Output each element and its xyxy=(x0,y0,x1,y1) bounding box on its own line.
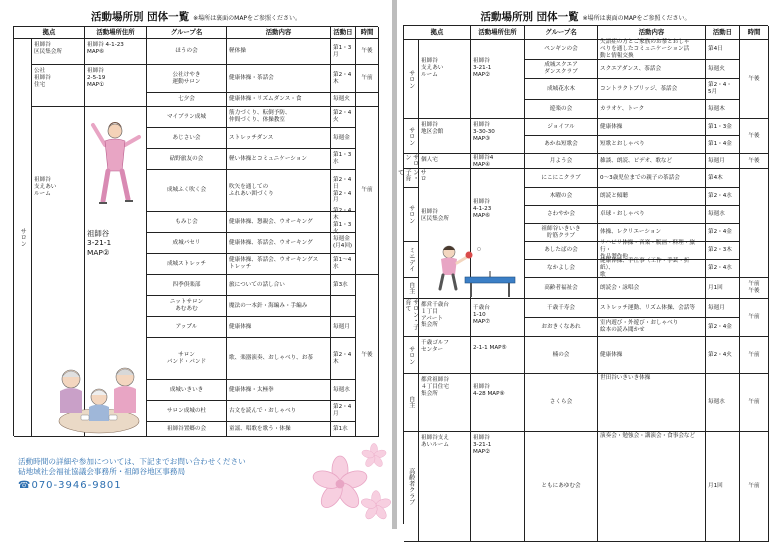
category-jishu: 自主 xyxy=(404,374,419,432)
activity-content: 健康体操 xyxy=(227,317,331,338)
category-salon: サロン xyxy=(404,337,419,374)
activity-day xyxy=(331,296,356,317)
activity-day: 毎週火 xyxy=(331,93,356,107)
activity-content: 軽体操 xyxy=(227,39,331,65)
activity-day: 第2・4水 xyxy=(706,260,740,278)
sakura-icon xyxy=(300,440,392,528)
activity-time: 午前 xyxy=(740,299,769,337)
activity-day: 毎週月 xyxy=(331,317,356,338)
group-name: さわやか会 xyxy=(525,206,598,224)
activity-day: 第1・4金 xyxy=(706,136,740,154)
location-address: 千歳台 1-10 MAP⑦ xyxy=(471,299,525,337)
activity-content: 吹矢を通しての ふれあい囲づくり xyxy=(227,170,331,212)
activity-content: 健康体操 xyxy=(598,337,706,374)
left-note: ※場所は裏面のMAPをご参照ください。 xyxy=(193,15,302,22)
col-header-content: 活動内容 xyxy=(598,26,706,40)
category-salon: サロン xyxy=(404,40,419,119)
activity-content: 卓球・おしゃべり xyxy=(598,206,706,224)
group-name: なかよし会 xyxy=(525,260,598,278)
activity-time xyxy=(740,169,769,278)
group-name: サロン成城の杜 xyxy=(147,401,227,422)
contact-office: 砧地域社会福祉協議会事務所・祖師谷地区事務局 xyxy=(18,467,186,477)
category-elderly-club: 高齢者クラブ xyxy=(404,432,419,542)
activity-day: 月1回 xyxy=(706,432,740,542)
col-header-base: 拠点 xyxy=(14,27,85,39)
activity-content: 歌、楽器演奏、おしゃべり、お茶 xyxy=(227,338,331,380)
group-name: 成城ストレッチ xyxy=(147,254,227,275)
group-name: あかね短歌会 xyxy=(525,136,598,154)
activity-day: 第2・4水 xyxy=(706,188,740,206)
location-address: 祖師谷 4-1-23 MAP⑥ xyxy=(85,39,147,65)
activity-day: 毎週水 xyxy=(706,374,740,432)
location-address-cell xyxy=(471,169,525,299)
activity-day: 毎週水 xyxy=(706,206,740,224)
group-name: あじさい会 xyxy=(147,128,227,149)
activity-day: 毎週水 xyxy=(331,380,356,401)
activity-content: ストレッチダンス xyxy=(227,128,331,149)
col-header-time: 時間 xyxy=(740,26,769,40)
activity-day: 第2・4金 xyxy=(706,318,740,337)
activity-day: 第1・3水 xyxy=(331,149,356,170)
group-name: 成城ふく吹く会 xyxy=(147,170,227,212)
location-name: 祖師谷支え あいルーム xyxy=(419,432,471,542)
left-page xyxy=(0,0,392,529)
group-name: ジョイフル xyxy=(525,119,598,136)
col-header-base: 拠点 xyxy=(404,26,471,40)
activity-content: リハビリ体操・音楽・版画・料理・旅行・ 作品製作他 xyxy=(598,242,706,260)
contact-info xyxy=(18,457,246,492)
group-name: 砧野旅友の会 xyxy=(147,149,227,170)
location-address: 祖師谷 3-21-1 MAP② xyxy=(87,229,112,257)
group-name: 成城花水木 xyxy=(525,79,598,100)
activity-day: 第4木 xyxy=(706,169,740,188)
activity-content: 朗読と傾聴 xyxy=(598,188,706,206)
category-salon-kosodate: サロン・子育て xyxy=(404,169,419,188)
location-name: 都営千歳台 １丁目 アパート 集会所 xyxy=(419,299,471,337)
activity-content: 旅についての話し合い xyxy=(227,275,331,296)
activity-day: 第2・4月 xyxy=(331,401,356,422)
category-salon: サロン xyxy=(404,154,419,169)
right-title: 活動場所別 団体一覧 xyxy=(480,11,579,23)
activity-content: 古文を読んで・おしゃべり xyxy=(227,401,331,422)
activity-content: スクエアダンス、茶話会 xyxy=(598,60,706,79)
activity-day: 第3水 xyxy=(331,275,356,296)
activity-day: 毎週月 xyxy=(706,154,740,169)
activity-content: 健康体操、茶話会、ウオーキング xyxy=(227,233,331,254)
activity-content: 0〜3歳児位までの親子の茶話会 xyxy=(598,169,706,188)
activity-time: 午後 xyxy=(740,154,769,169)
activity-time: 午後 xyxy=(356,39,379,65)
group-name: サロン パンド・パンド xyxy=(147,338,227,380)
group-name: 楠の会 xyxy=(525,337,598,374)
group-name: ペンギンの会 xyxy=(525,40,598,60)
activity-day: 毎週火 xyxy=(706,60,740,79)
activity-day: 毎週金 xyxy=(331,128,356,149)
activity-day: 第1・3 月 xyxy=(331,39,356,65)
activity-content: 健康体操・リズムダンス・食 xyxy=(227,93,331,107)
activity-day: 第2・4火 xyxy=(331,107,356,128)
exercise-woman-icon xyxy=(87,111,143,211)
activity-content: 健康体操・太極拳 xyxy=(227,380,331,401)
sakura-decoration xyxy=(300,440,392,532)
activity-day: 月1回 xyxy=(706,278,740,299)
activity-time: 午前 xyxy=(740,337,769,374)
category-mini-day: ミニデイ xyxy=(404,242,419,278)
group-name: 千歳千寿会 xyxy=(525,299,598,318)
col-header-address: 活動場所住所 xyxy=(85,27,147,39)
activity-content: 軽い体操とコミュニケーション xyxy=(227,149,331,170)
activity-content: 健康体操・茶話会 xyxy=(227,65,331,93)
group-name: マイブラン成城 xyxy=(147,107,227,128)
contact-line: 活動時間の詳細や参加については、下記までお問い合わせください xyxy=(18,457,246,466)
location-address: 2-1-1 MAP⑤ xyxy=(471,337,525,374)
activity-content: 健康体操、茶話会、ウオーキングス トレッチ xyxy=(227,254,331,275)
group-name: あしたばの会 xyxy=(525,242,598,260)
activity-time: 午前 xyxy=(740,374,769,432)
group-name: 成城スクエア ダンスクラブ xyxy=(525,60,598,79)
group-name: 公社けやき 運動サロン xyxy=(147,65,227,93)
activity-time: 午後 xyxy=(740,119,769,154)
activity-content: 短歌とおしゃべり xyxy=(598,136,706,154)
col-header-group: グループ名 xyxy=(525,26,598,40)
group-name: 祖師谷置郷の会 xyxy=(147,422,227,437)
activity-day: 第2・4木 xyxy=(331,338,356,380)
activity-content: カラオケ、トーク xyxy=(598,100,706,119)
activity-day: 毎週金 (月4回) xyxy=(331,233,356,254)
activity-content: 失語症の方とご家族のお茶とおしゃ べりを通したコミュニケーション活 動と情報交換 xyxy=(598,40,706,60)
activity-content: 演奏会・勉強会・講演会・食事会など xyxy=(598,432,706,542)
group-name: 四季倶楽部 xyxy=(147,275,227,296)
category-salon: サロン xyxy=(404,188,419,242)
group-name: 祖師谷いきいき 貯筋クラブ xyxy=(525,224,598,242)
location-name: 公社 祖師谷 住宅 xyxy=(32,65,85,107)
activity-day: 第2・4火 xyxy=(706,337,740,374)
right-table xyxy=(396,25,768,524)
group-name: 木曜の会 xyxy=(525,188,598,206)
activity-content: 朗読会・詠唱会 xyxy=(598,278,706,299)
activity-content: 健康体操 xyxy=(598,119,706,136)
location-name: 祖師谷 支えあい ルーム xyxy=(32,107,85,437)
activity-day: 第1・3金 xyxy=(706,119,740,136)
group-name: 成城いきいき xyxy=(147,380,227,401)
left-header xyxy=(0,5,392,24)
group-name: にこにこクラブ xyxy=(525,169,598,188)
activity-content: 世田谷いきいき体操 xyxy=(598,374,706,432)
activity-content: 体操、レクリエーション xyxy=(598,224,706,242)
group-name: ほうの会 xyxy=(147,39,227,65)
activity-content: コントラクトブリッジ、茶話会 xyxy=(598,79,706,100)
activity-day: 毎週木 xyxy=(706,100,740,119)
group-name: さくら会 xyxy=(525,374,598,432)
col-header-day: 活動日 xyxy=(331,27,356,39)
activity-day: 第2・4金 xyxy=(706,224,740,242)
right-page xyxy=(397,0,774,529)
category-salon: サロン xyxy=(14,39,32,437)
group-name: アップル xyxy=(147,317,227,338)
left-table xyxy=(13,26,378,436)
activity-day: 第2・4木 xyxy=(331,65,356,93)
activity-day: 第1〜4 水 xyxy=(331,254,356,275)
activity-time: 午前 xyxy=(356,65,379,93)
activity-time: 午後 xyxy=(740,40,769,119)
col-header-group: グループ名 xyxy=(147,27,227,39)
location-address: 祖師谷 3-21-1 MAP② xyxy=(471,40,525,119)
location-address: 祖師谷 4-28 MAP⑨ xyxy=(471,374,525,432)
activity-day: 毎週月 xyxy=(706,299,740,318)
group-name: 月よう会 xyxy=(525,154,598,169)
location-address: 祖師谷4 MAP④ xyxy=(471,154,525,169)
location-address: 祖師谷 3-21-1 MAP② xyxy=(471,432,525,542)
activity-content: 健康体操、懇親会、ウオーキング xyxy=(227,212,331,233)
location-name: 祖師谷 区民集会所 xyxy=(32,39,85,65)
activity-content: 童謡、唱歌を歌う・体操 xyxy=(227,422,331,437)
group-name: 七夕会 xyxy=(147,93,227,107)
group-name: おおきくなあれ xyxy=(525,318,598,337)
activity-content: 室内遊び・外遊び・おしゃべり 絵本の読み聞かせ xyxy=(598,318,706,337)
col-header-address: 活動場所住所 xyxy=(471,26,525,40)
activity-time: 午後 xyxy=(356,275,379,437)
location-address-cell xyxy=(85,107,147,437)
right-header xyxy=(397,5,774,24)
group-name: 遊楽の会 xyxy=(525,100,598,119)
category-salon-kosodate: サロン・子育て xyxy=(404,299,419,337)
group-name: ニットサロン あむあむ xyxy=(147,296,227,317)
activity-time: 午前 xyxy=(356,107,379,275)
activity-time xyxy=(356,93,379,107)
location-name: 祖師谷 地区会館 xyxy=(419,119,471,154)
right-note: ※場所は裏面のMAPをご参照ください。 xyxy=(582,15,691,22)
activity-day: 第2・4木 第1・3火 xyxy=(331,212,356,233)
location-name: 個人宅 xyxy=(419,154,471,169)
activity-day: 第2・4・ 5月 xyxy=(706,79,740,100)
group-name: もみじ会 xyxy=(147,212,227,233)
activity-time: 午前 午後 xyxy=(740,278,769,299)
category-jishu: 自主 xyxy=(404,278,419,299)
location-address: 祖師谷 3-30-30 MAP③ xyxy=(471,119,525,154)
activity-day: 第4日 xyxy=(706,40,740,60)
activity-content: 魔法の一本針・海編み・手編み xyxy=(227,296,331,317)
location-address: 祖師谷 4-1-23 MAP⑥ xyxy=(473,199,492,219)
activity-day: 第2・4日 第2・4月 xyxy=(331,170,356,212)
activity-content: 健康体操、手仕事（工作・手芸・折紙）、 歌 xyxy=(598,260,706,278)
location-name: 祖師谷 支えあい ルーム xyxy=(419,40,471,119)
activity-time: 午前 xyxy=(740,432,769,542)
location-name: 都営祖師谷 ４丁目住宅 集会所 xyxy=(419,374,471,432)
left-title: 活動場所別 団体一覧 xyxy=(90,11,190,23)
category-salon: サロン xyxy=(404,119,419,154)
col-header-time: 時間 xyxy=(356,27,379,39)
col-header-day: 活動日 xyxy=(706,26,740,40)
activity-content: 筋力づくり、転倒予防、 仲間づくり、体操教室 xyxy=(227,107,331,128)
group-name: 高齢者福祉会 xyxy=(525,278,598,299)
contact-phone: ☎070-3946-9801 xyxy=(18,479,122,491)
location-address: 祖師谷 2-5-19 MAP① xyxy=(85,65,147,107)
activity-day: 第1水 xyxy=(331,422,356,437)
activity-content: ストレッチ運動、リズム体操、会話等 xyxy=(598,299,706,318)
group-name: 成城パセリ xyxy=(147,233,227,254)
activity-day: 第2・3木 xyxy=(706,242,740,260)
location-name: 千歳ゴルフ センター xyxy=(419,337,471,374)
group-name: ともにあゆむ会 xyxy=(525,432,598,542)
activity-content: 雑談、朗読、ビデオ、歌など xyxy=(598,154,706,169)
col-header-content: 活動内容 xyxy=(227,27,331,39)
location-name: 祖師谷 区民集会所 xyxy=(419,169,471,299)
